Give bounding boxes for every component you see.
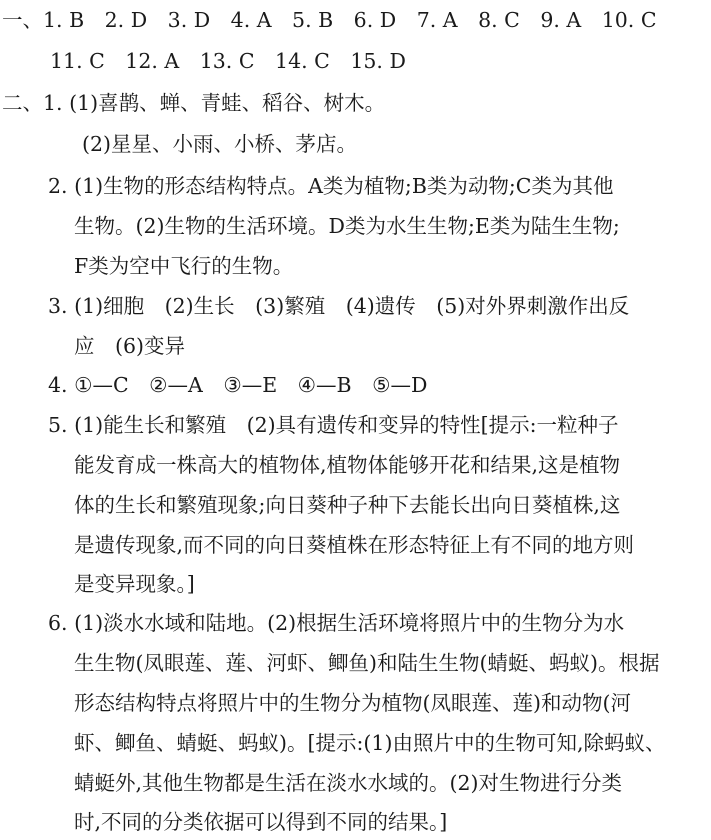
q2-line2: 生物。(2)生物的生活环境。D类为水生生物;E类为陆生生物;: [74, 214, 620, 238]
q3-line2: 应 (6)变异: [74, 334, 186, 358]
q6-line2: 生生物(凤眼莲、莲、河虾、鲫鱼)和陆生生物(蜻蜓、蚂蚁)。根据: [74, 651, 660, 675]
q5-line3: 体的生长和繁殖现象;向日葵种子种下去能长出向日葵植株,这: [74, 493, 621, 517]
q5-line2: 能发育成一株高大的植物体,植物体能够开花和结果,这是植物: [74, 453, 621, 477]
q6-line3: 形态结构特点将照片中的生物分为植物(凤眼莲、莲)和动物(河: [74, 691, 631, 715]
q6-line4: 虾、鲫鱼、蜻蜓、蚂蚁)。[提示:(1)由照片中的生物可知,除蚂蚁、: [74, 731, 666, 755]
q1-line1: 二、1. (1)喜鹊、蝉、青蛙、稻谷、树木。: [2, 91, 386, 115]
q5-line4: 是遗传现象,而不同的向日葵植株在形态特征上有不同的地方则: [74, 533, 635, 557]
q1-line2: (2)星星、小雨、小桥、茅店。: [82, 132, 358, 156]
q6-line5: 蜻蜓外,其他生物都是生活在淡水水域的。(2)对生物进行分类: [74, 771, 623, 795]
q6-line1: 6. (1)淡水水域和陆地。(2)根据生活环境将照片中的生物分为水: [48, 611, 625, 635]
section1-answers-line1: 一、1. B 2. D 3. D 4. A 5. B 6. D 7. A 8. C 9. A 10. C: [2, 8, 657, 32]
q3-line1: 3. (1)细胞 (2)生长 (3)繁殖 (4)遗传 (5)对外界刺激作出反: [48, 294, 630, 318]
q4-line1: 4. ①—C ②—A ③—E ④—B ⑤—D: [48, 373, 428, 397]
q2-line1: 2. (1)生物的形态结构特点。A类为植物;B类为动物;C类为其他: [48, 174, 614, 198]
section1-answers-line2: 11. C 12. A 13. C 14. C 15. D: [50, 49, 406, 73]
q5-line1: 5. (1)能生长和繁殖 (2)具有遗传和变异的特性[提示:一粒种子: [48, 413, 619, 437]
q6-line6: 时,不同的分类依据可以得到不同的结果。]: [74, 810, 448, 834]
q5-line5: 是变异现象。]: [74, 572, 195, 596]
q2-line3: F类为空中飞行的生物。: [74, 254, 294, 278]
